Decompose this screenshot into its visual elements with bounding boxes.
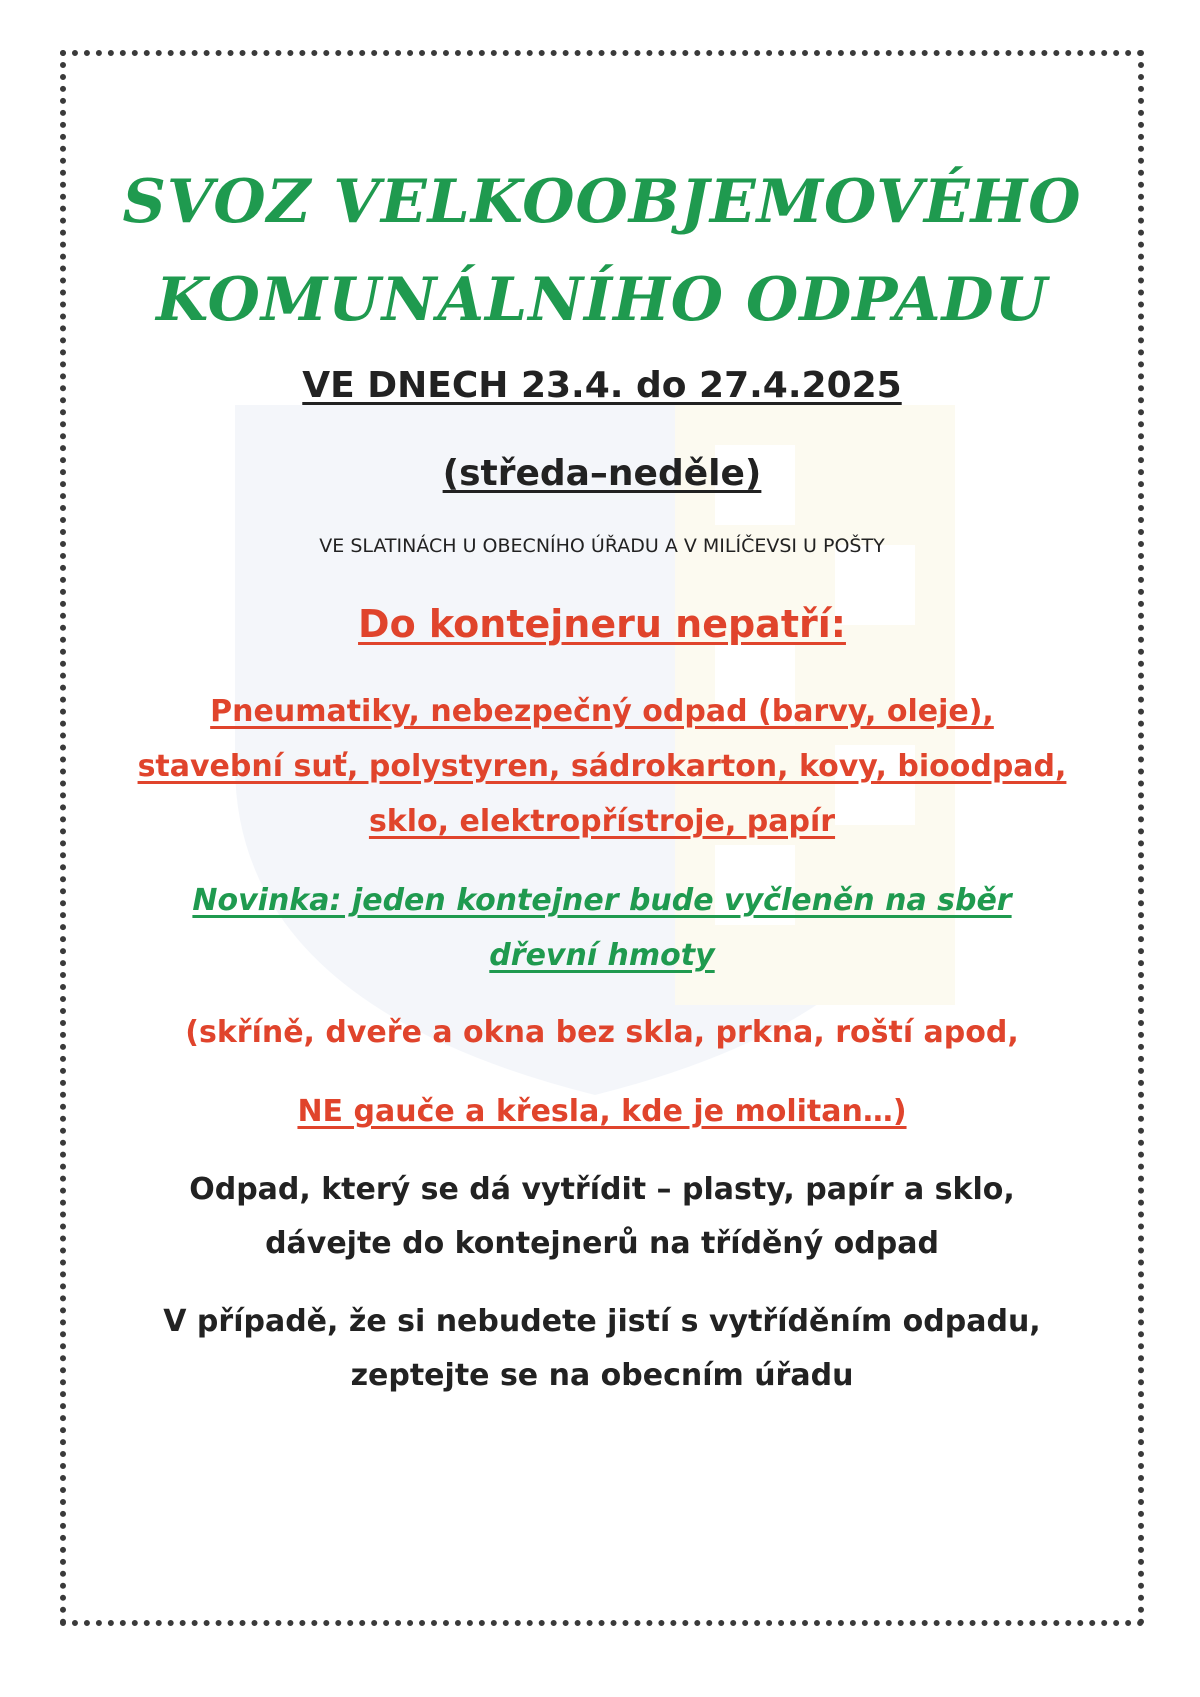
not-allowed-line-1: Pneumatiky, nebezpečný odpad (barvy, oleje), — [210, 694, 994, 729]
wood-examples-line-2: NE gauče a křesla, kde je molitan…) — [297, 1094, 907, 1129]
not-allowed-line-2: stavební suť, polystyren, sádrokarton, kovy, bioodpad, — [137, 749, 1067, 784]
sorting-line-2: dávejte do kontejnerů na tříděný odpad — [265, 1226, 939, 1261]
collection-days: (středa–neděle) — [442, 453, 762, 494]
news-line-2: dřevní hmoty — [489, 938, 715, 973]
sorting-line-1: Odpad, který se dá vytřídit – plasty, papír a sklo, — [189, 1172, 1015, 1207]
wood-examples-line-1: (skříně, dveře a okna bez skla, prkna, roští apod, — [185, 1015, 1019, 1050]
news-line-1: Novinka: jeden kontejner bude vyčleněn na sběr — [192, 883, 1012, 918]
not-allowed-heading: Do kontejneru nepatří: — [358, 602, 846, 646]
not-allowed-line-3: sklo, elektropřístroje, papír — [368, 804, 836, 839]
title-line-1: SVOZ VELKOOBJEMOVÉHO — [122, 167, 1082, 237]
collection-dates: VE DNECH 23.4. do 27.4.2025 — [302, 365, 902, 406]
contact-line-2: zeptejte se na obecním úřadu — [350, 1358, 854, 1393]
collection-location: VE SLATINÁCH U OBECNÍHO ÚŘADU A V MILÍČEVSI U POŠTY — [319, 535, 885, 557]
contact-line-1: V případě, že si nebudete jistí s vytříděním odpadu, — [163, 1304, 1041, 1339]
title-line-2: KOMUNÁLNÍHO ODPADU — [156, 265, 1048, 335]
